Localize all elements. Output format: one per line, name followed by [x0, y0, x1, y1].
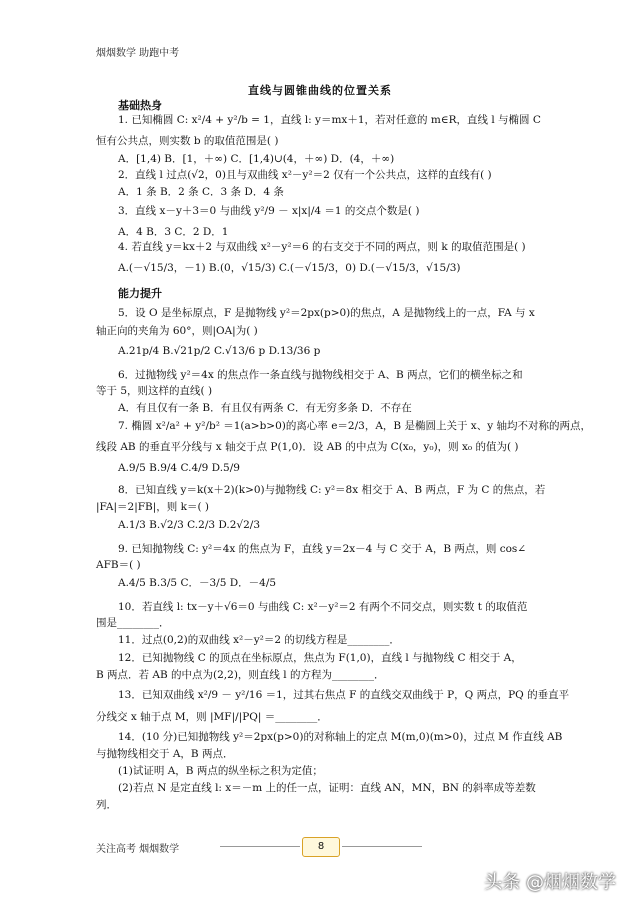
watermark: 头条 @烟烟数学: [484, 872, 616, 893]
text-line: A.21p/4 B.√21p/2 C.√13/6 p D.13/36 p: [118, 345, 321, 357]
text-line: A．有且仅有一条 B．有且仅有两条 C．有无穷多条 D．不存在: [118, 402, 412, 414]
text-line: 9. 已知抛物线 C: y²＝4x 的焦点为 F，直线 y＝2x－4 与 C 交于 A，B 两点，则 cos∠: [118, 543, 527, 555]
text-line: 14．(10 分)已知抛物线 y²＝2px(p>0)的对称轴上的定点 M(m,0)(m>0)，过点 M 作直线 AB: [118, 731, 563, 743]
text-line: 8．已知直线 y＝k(x＋2)(k>0)与抛物线 C: y²＝8x 相交于 A、B 两点，F 为 C 的焦点，若: [118, 484, 546, 496]
text-line: 7. 椭圆 x²/a² + y²/b² ＝1(a>b>0)的离心率 e＝2/3，A，B 是椭圆上关于 x、y 轴均不对称的两点，: [118, 420, 591, 432]
text-line: 5．设 O 是坐标原点，F 是抛物线 y²＝2px(p>0)的焦点，A 是抛物线上的一点，FA 与 x: [118, 307, 535, 319]
section-basic: 基础热身: [118, 99, 162, 112]
text-line: A.9/5 B.9/4 C.4/9 D.5/9: [118, 462, 240, 474]
text-line: B 两点．若 AB 的中点为(2,2)，则直线 l 的方程为________．: [96, 669, 385, 681]
page-number: 8: [302, 837, 340, 857]
text-line: |FA|＝2|FB|，则 k＝( ): [96, 501, 210, 513]
text-line: 围是________．: [96, 617, 170, 629]
text-line: 列．: [96, 799, 117, 811]
text-line: (2)若点 N 是定直线 l: x＝－m 上的任一点，证明：直线 AN，MN，BN 的斜率成等差数: [118, 782, 536, 794]
text-line: 6．过抛物线 y²＝4x 的焦点作一条直线与抛物线相交于 A、B 两点，它们的横坐标之和: [118, 369, 523, 381]
text-line: 分线交 x 轴于点 M，则 |MF|/|PQ| ＝________．: [96, 711, 328, 723]
text-line: 4. 若直线 y＝kx＋2 与双曲线 x²－y²＝6 的右支交于不同的两点，则 k 的取值范围是( ): [118, 241, 526, 253]
text-line: A.(－√15/3，－1) B.(0，√15/3) C.(－√15/3，0) D.(－√15/3，√15/3): [118, 262, 461, 274]
text-line: A.1/3 B.√2/3 C.2/3 D.2√2/3: [118, 519, 261, 531]
text-line: AFB＝( ): [96, 559, 141, 571]
page-header: 烟烟数学 助跑中考: [96, 48, 180, 59]
page-footer: 关注高考 烟烟数学: [96, 844, 180, 855]
text-line: 3．直线 x－y＋3＝0 与曲线 y²/9 － x|x|/4 ＝1 的交点个数是( ): [118, 205, 420, 217]
document-title: 直线与圆锥曲线的位置关系: [248, 84, 392, 97]
text-line: A．4 B．3 C．2 D．1: [118, 226, 229, 238]
footer-rule-left: [220, 846, 300, 847]
text-line: 2．直线 l 过点(√2，0)且与双曲线 x²－y²＝2 仅有一个公共点，这样的直线有( ): [118, 169, 492, 181]
footer-rule-right: [342, 846, 422, 847]
text-line: A．[1,4) B．[1，＋∞) C．[1,4)∪(4，＋∞) D．(4，＋∞): [118, 153, 395, 165]
text-line: 等于 5，则这样的直线( ): [96, 385, 213, 397]
text-line: (1)试证明 A，B 两点的纵坐标之积为定值；: [118, 765, 323, 777]
text-line: 13．已知双曲线 x²/9 － y²/16 ＝1，过其右焦点 F 的直线交双曲线于 P，Q 两点，PQ 的垂直平: [118, 689, 570, 701]
text-line: 11．过点(0,2)的双曲线 x²－y²＝2 的切线方程是________．: [118, 634, 400, 646]
text-line: A．1 条 B．2 条 C．3 条 D．4 条: [118, 186, 284, 198]
text-line: 10．若直线 l: tx－y＋√6＝0 与曲线 C: x²－y²＝2 有两个不同交点，则实数 t 的取值范: [118, 601, 528, 613]
text-line: 恒有公共点，则实数 b 的取值范围是( ): [96, 135, 279, 147]
text-line: 轴正向的夹角为 60°，则|OA|为( ): [96, 325, 258, 337]
text-line: 线段 AB 的垂直平分线与 x 轴交于点 P(1,0)．设 AB 的中点为 C(x₀，y₀)，则 x₀ 的值为( ): [96, 441, 519, 453]
section-advanced: 能力提升: [118, 287, 162, 300]
text-line: 12．已知抛物线 C 的顶点在坐标原点，焦点为 F(1,0)，直线 l 与抛物线 C 相交于 A，: [118, 652, 522, 664]
text-line: A.4/5 B.3/5 C．－3/5 D．－4/5: [118, 577, 277, 589]
text-line: 1. 已知椭圆 C: x²/4 + y²/b = 1，直线 l: y＝mx＋1，若对任意的 m∈R，直线 l 与椭圆 C: [118, 114, 541, 126]
text-line: 与抛物线相交于 A，B 两点．: [96, 748, 234, 760]
